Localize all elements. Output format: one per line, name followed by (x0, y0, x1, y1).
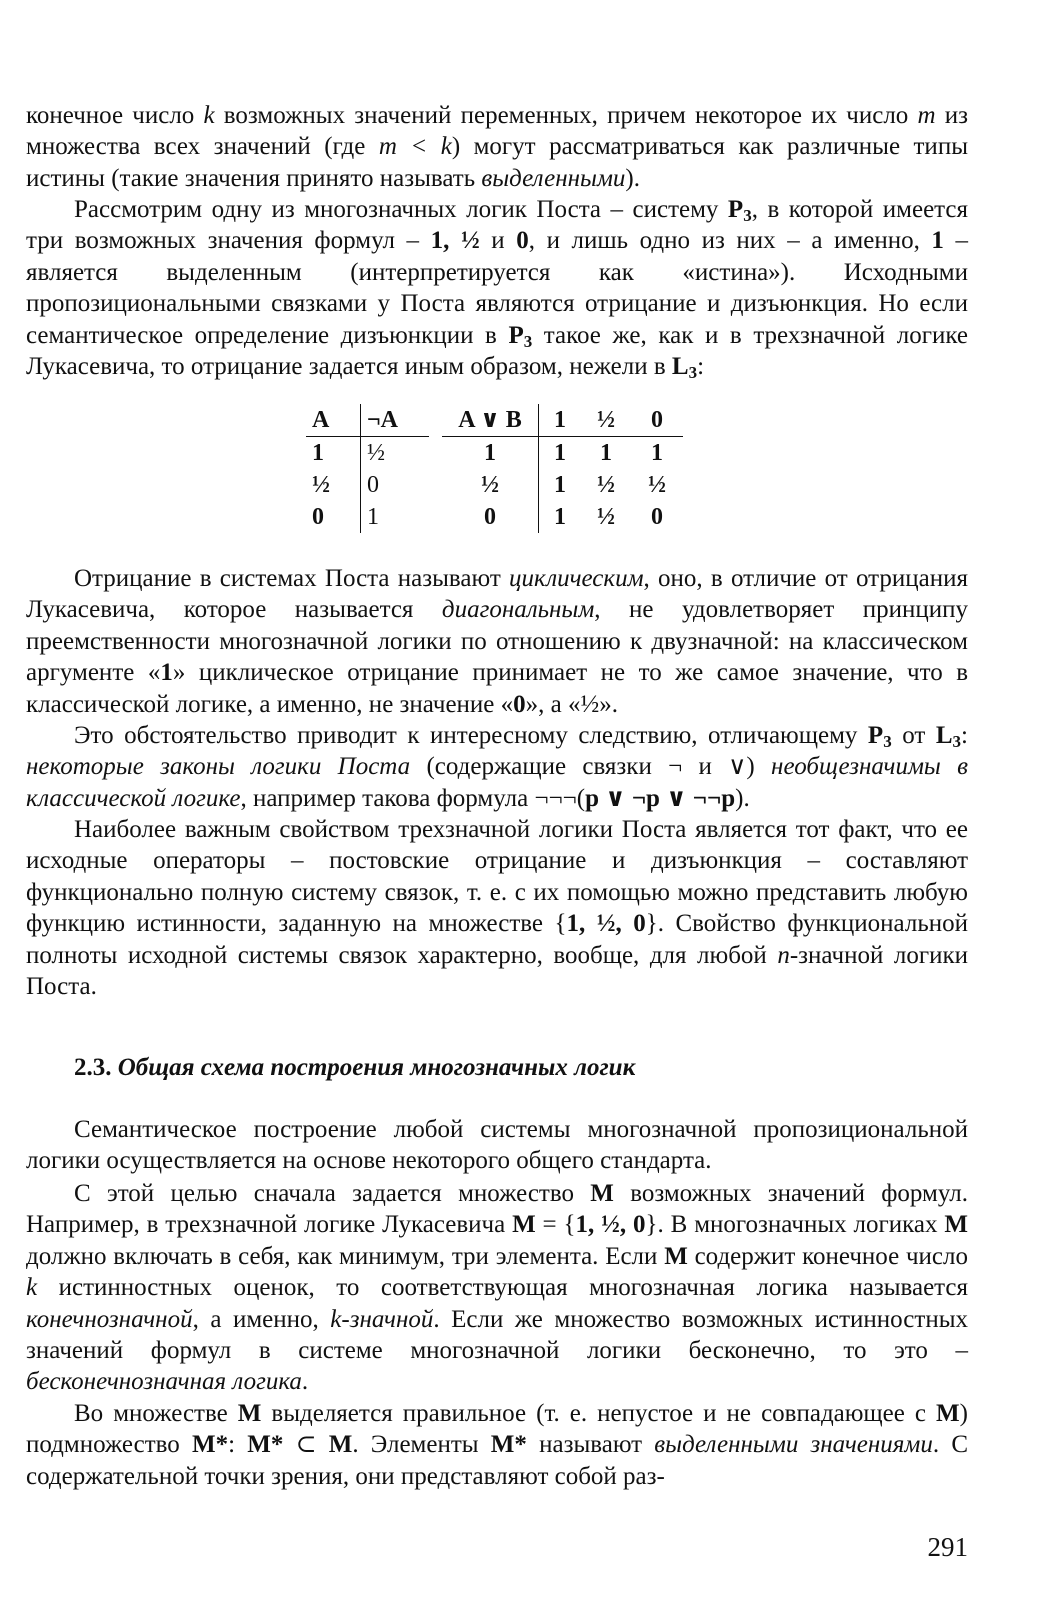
disjunction-table (442, 404, 683, 533)
section-heading: 2.3. Общая схема построения многозначных логик (74, 1054, 636, 1081)
table-row: 0 1 ½ 0 (442, 501, 683, 533)
table-header: 1 (539, 404, 582, 437)
truth-tables (306, 402, 706, 542)
table-row: 1 1 1 1 (442, 437, 683, 470)
paragraph-5: Наиболее важным свойством трехзначной логики Поста является тот факт, что ее исходные операторы – постовские отрицание и дизъюнкция – составляют функционально полную систему связок, т. е. с их помощью можно представить любую функцию истинности, заданную на множестве {1, ½, 0}. Свойство функциональной полноты исходной системы связок характерно, вообще, для любой n-значной логики Поста. (26, 816, 969, 1001)
table-header: ½ (581, 404, 631, 437)
table-row: ½ 1 ½ ½ (442, 469, 683, 501)
paragraph-3: Отрицание в системах Поста называют циклическим, оно, в отличие от отрицания Лукасевича, которое называется диагональным, не удовлетворяет принципу преемственности многозначной логики по отношению к двузначной: на классическом аргументе «1» циклическое отрицание принимает не то же самое значение, что в классической логике, а именно, не значение «0», а «½». (26, 565, 969, 718)
paragraph-4: Это обстоятельство приводит к интересному следствию, отличающему $P_3$ от $L_3$: некоторые законы логики Поста (содержащие связки ¬ и ∨) необщезначимы в классической логике, например такова формула ¬¬¬(p ∨ ¬p ∨ ¬¬p). (26, 722, 968, 812)
table-row: ½ 0 (306, 469, 429, 501)
paragraph-1: конечное число k возможных значений переменных, причем некоторое их число m из множества всех значений (где m < k) могут рассматриваться как различные типы истины (такие значения принято называть выделенными). (26, 102, 969, 192)
table-header: 0 (631, 404, 683, 437)
paragraph-2: Рассмотрим одну из многозначных логик Поста – систему $P_3$, в которой имеется три возможных значения формул – 1, ½ и 0, и лишь одно из них – а именно, 1 – является выделенным (интерпретируется как «истина»). Исходными пропозициональными связками у Поста являются отрицание и дизъюнкция. Но если семантическое определение дизъюнкции в $P_3$ такое же, как и в трехзначной логике Лукасевича, то отрицание задается иным образом, нежели в $L_3$: (26, 196, 968, 383)
table-row: 1 ½ (306, 437, 429, 470)
page-number: 291 (927, 1532, 968, 1562)
paragraph-7: С этой целью сначала задается множество M возможных значений формул. Например, в трехзначной логике Лукасевича M = {1, ½, 0}. В многозначных логиках M должно включать в себя, как минимум, три элемента. Если M содержит конечное число k истинностных оценок, то соответствующая многозначная логика называется конечнозначной, а именно, k-значной. Если же множество возможных истинностных значений формул в системе многозначной логики бесконечно, то это – бесконечнозначная логика. (26, 1180, 969, 1396)
paragraph-6: Семантическое построение любой системы многозначной пропозициональной логики осуществляется на основе некоторого общего стандарта. (26, 1116, 968, 1175)
negation-table (306, 404, 429, 533)
table-row: 0 1 (306, 501, 429, 533)
table-header: ¬A (361, 404, 430, 437)
paragraph-8: Во множестве M выделяется правильное (т. е. непустое и не совпадающее с M) подмножество M*: M* ⊂ M. Элементы M* называют выделенными значениями. С содержательной точки зрения, они представляют собой раз- (26, 1400, 968, 1490)
table-header: A ∨ B (442, 404, 539, 437)
table-header: A (306, 404, 361, 437)
